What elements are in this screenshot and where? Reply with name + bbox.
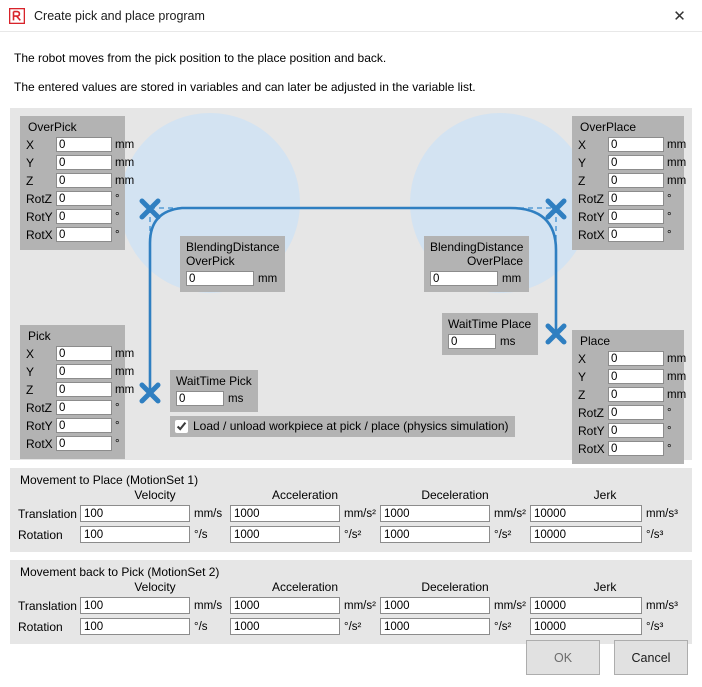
motionset-1-rotation-velocity-input[interactable] bbox=[80, 526, 190, 543]
overpick-row-roty bbox=[26, 208, 119, 225]
place-row-z bbox=[578, 386, 687, 403]
cancel-button[interactable]: Cancel bbox=[614, 640, 688, 675]
waittime-pick bbox=[170, 370, 258, 412]
place-rotz-label: RotZ bbox=[578, 405, 605, 420]
group-place-title: Place bbox=[580, 334, 611, 348]
pick-row-y bbox=[26, 363, 135, 380]
pick-row-x bbox=[26, 345, 135, 362]
pick-roty-label: RotY bbox=[26, 418, 53, 433]
overpick-rotx-label: RotX bbox=[26, 227, 53, 242]
overpick-z-label: Z bbox=[26, 173, 34, 188]
place-row-y bbox=[578, 368, 687, 385]
motionset-2-translation-velocity bbox=[80, 597, 230, 614]
overpick-rotz-input[interactable] bbox=[56, 191, 112, 206]
motionset-1-translation-velocity-unit: mm/s bbox=[194, 507, 223, 520]
blending-overpick-input[interactable] bbox=[186, 271, 254, 286]
motionset-2-translation-deceleration-input[interactable] bbox=[380, 597, 490, 614]
place-y-label: Y bbox=[578, 369, 587, 384]
motionset-1-translation-deceleration-input[interactable] bbox=[380, 505, 490, 522]
overplace-x-input[interactable] bbox=[608, 137, 664, 152]
group-pick bbox=[20, 325, 135, 459]
motionset-1-translation-acceleration-input[interactable] bbox=[230, 505, 340, 522]
waittime-place-title: WaitTime Place bbox=[448, 317, 532, 331]
motionset-2-translation-jerk-input[interactable] bbox=[530, 597, 642, 614]
overplace-rotx-unit: ° bbox=[667, 228, 672, 241]
place-row-rotx bbox=[578, 440, 678, 457]
place-x-unit: mm bbox=[667, 352, 687, 365]
pick-rotx-label: RotX bbox=[26, 436, 53, 451]
motionset-2-header-spacer bbox=[18, 580, 80, 594]
motionset-1-translation-row bbox=[18, 504, 684, 523]
motionset-1-rotation-jerk-unit: °/s³ bbox=[646, 528, 664, 541]
place-x-input[interactable] bbox=[608, 351, 664, 366]
motionset-1-rotation-acceleration-input[interactable] bbox=[230, 526, 340, 543]
overplace-x-label: X bbox=[578, 137, 587, 152]
overplace-z-label: Z bbox=[578, 173, 586, 188]
motionset-2-rotation-acceleration bbox=[230, 618, 380, 635]
motionset-1-rotation-velocity-unit: °/s bbox=[194, 528, 208, 541]
overpick-y-input[interactable] bbox=[56, 155, 112, 170]
app-logo-icon bbox=[9, 8, 25, 24]
motionset-1-translation-velocity-input[interactable] bbox=[80, 505, 190, 522]
overplace-rotz-unit: ° bbox=[667, 192, 672, 205]
overpick-row-x bbox=[26, 136, 135, 153]
overpick-roty-label: RotY bbox=[26, 209, 53, 224]
blending-overplace-input[interactable] bbox=[430, 271, 498, 286]
overpick-z-unit: mm bbox=[115, 174, 135, 187]
pick-y-label: Y bbox=[26, 364, 35, 379]
overplace-row-rotx bbox=[578, 226, 678, 243]
place-rotz-unit: ° bbox=[667, 406, 672, 419]
motionset-1-rotation-jerk-input[interactable] bbox=[530, 526, 642, 543]
waittime-place-input[interactable] bbox=[448, 334, 496, 349]
motionset-2-translation-acceleration-unit: mm/s² bbox=[344, 599, 376, 612]
overplace-z-unit: mm bbox=[667, 174, 687, 187]
motionset-1-translation-jerk-unit: mm/s³ bbox=[646, 507, 678, 520]
motionset-1-translation-acceleration bbox=[230, 505, 380, 522]
overpick-roty-unit: ° bbox=[115, 210, 120, 223]
window-titlebar bbox=[0, 0, 702, 32]
motionset-1-rotation-velocity bbox=[80, 526, 230, 543]
overpick-roty-input[interactable] bbox=[56, 209, 112, 224]
place-y-input[interactable] bbox=[608, 369, 664, 384]
group-pick-title: Pick bbox=[28, 329, 51, 343]
overpick-row-y bbox=[26, 154, 135, 171]
overpick-rotz-label: RotZ bbox=[26, 191, 53, 206]
overplace-roty-input[interactable] bbox=[608, 209, 664, 224]
pick-rotx-input[interactable] bbox=[56, 436, 112, 451]
pick-row-z bbox=[26, 381, 135, 398]
motionset-2-translation-jerk bbox=[530, 597, 680, 614]
motionset-2-translation-velocity-unit: mm/s bbox=[194, 599, 223, 612]
dialog-buttons bbox=[526, 640, 688, 675]
pick-roty-input[interactable] bbox=[56, 418, 112, 433]
motionset-2-rotation-deceleration bbox=[380, 618, 530, 635]
overplace-rotz-input[interactable] bbox=[608, 191, 664, 206]
overplace-y-unit: mm bbox=[667, 156, 687, 169]
motionset-1-rotation-acceleration-unit: °/s² bbox=[344, 528, 362, 541]
overplace-row-x bbox=[578, 136, 687, 153]
overplace-z-input[interactable] bbox=[608, 173, 664, 188]
motionset-2-rotation-velocity-input[interactable] bbox=[80, 618, 190, 635]
group-overplace-title: OverPlace bbox=[580, 120, 637, 134]
load-unload-label[interactable]: Load / unload workpiece at pick / place (physics simulation) bbox=[193, 419, 509, 433]
overpick-x-input[interactable] bbox=[56, 137, 112, 152]
pick-x-input[interactable] bbox=[56, 346, 112, 361]
overpick-y-label: Y bbox=[26, 155, 35, 170]
motionset-1-translation-jerk bbox=[530, 505, 680, 522]
motionset-1-rotation-deceleration bbox=[380, 526, 530, 543]
motionset-2-rotation-label: Rotation bbox=[18, 619, 63, 634]
blending-overplace-unit: mm bbox=[502, 272, 522, 285]
overpick-x-label: X bbox=[26, 137, 35, 152]
overplace-roty-unit: ° bbox=[667, 210, 672, 223]
pick-rotx-unit: ° bbox=[115, 437, 120, 450]
overplace-rotx-label: RotX bbox=[578, 227, 605, 242]
place-roty-input[interactable] bbox=[608, 423, 664, 438]
motionset-1-translation-label: Translation bbox=[18, 506, 77, 521]
overpick-row-rotx bbox=[26, 226, 119, 243]
blending-overpick-title-1: BlendingDistance bbox=[186, 240, 280, 254]
overpick-row-z bbox=[26, 172, 135, 189]
motionset-2-rotation-acceleration-input[interactable] bbox=[230, 618, 340, 635]
overplace-row-z bbox=[578, 172, 687, 189]
overplace-row-y bbox=[578, 154, 687, 171]
motionset-1-title: Movement to Place (MotionSet 1) bbox=[20, 473, 199, 487]
motionset-1-translation-acceleration-unit: mm/s² bbox=[344, 507, 376, 520]
window-title: Create pick and place program bbox=[34, 8, 205, 23]
motionset-1-translation-jerk-input[interactable] bbox=[530, 505, 642, 522]
overpick-y-unit: mm bbox=[115, 156, 135, 169]
pick-rotz-label: RotZ bbox=[26, 400, 53, 415]
motionset-2-header-velocity: Velocity bbox=[134, 580, 176, 594]
waittime-place-unit: ms bbox=[500, 335, 516, 348]
motionset-1-header-jerk: Jerk bbox=[593, 488, 617, 502]
motionset-1-translation-velocity bbox=[80, 505, 230, 522]
place-roty-unit: ° bbox=[667, 424, 672, 437]
motionset-2-translation-row bbox=[18, 596, 684, 615]
motionset-1-header-velocity: Velocity bbox=[134, 488, 176, 502]
pick-roty-unit: ° bbox=[115, 419, 120, 432]
motionset-2-rotation-velocity bbox=[80, 618, 230, 635]
motionset-2-rotation-acceleration-unit: °/s² bbox=[344, 620, 362, 633]
place-row-rotz bbox=[578, 404, 678, 421]
motionset-1-rotation-label: Rotation bbox=[18, 527, 63, 542]
motionset-2-rotation-deceleration-input[interactable] bbox=[380, 618, 490, 635]
motionset-2-header-acceleration: Acceleration bbox=[271, 580, 339, 594]
place-rotz-input[interactable] bbox=[608, 405, 664, 420]
motionset-1-rotation-deceleration-unit: °/s² bbox=[494, 528, 512, 541]
overplace-y-label: Y bbox=[578, 155, 587, 170]
motionset-1-translation-deceleration bbox=[380, 505, 530, 522]
pick-z-input[interactable] bbox=[56, 382, 112, 397]
motionset-2-rotation-jerk bbox=[530, 618, 680, 635]
pick-x-unit: mm bbox=[115, 347, 135, 360]
overplace-roty-label: RotY bbox=[578, 209, 605, 224]
pick-y-input[interactable] bbox=[56, 364, 112, 379]
motionset-1-panel bbox=[10, 468, 692, 552]
place-z-label: Z bbox=[578, 387, 586, 402]
overpick-z-input[interactable] bbox=[56, 173, 112, 188]
blending-overpick-unit: mm bbox=[258, 272, 278, 285]
overplace-row-roty bbox=[578, 208, 678, 225]
pick-rotz-input[interactable] bbox=[56, 400, 112, 415]
motionset-1-rotation-jerk bbox=[530, 526, 680, 543]
waittime-place bbox=[442, 313, 538, 355]
group-overplace bbox=[572, 116, 687, 250]
motionset-2-translation-deceleration-unit: mm/s² bbox=[494, 599, 526, 612]
pick-x-label: X bbox=[26, 346, 35, 361]
place-x-label: X bbox=[578, 351, 587, 366]
intro-line-1: The robot moves from the pick position to the place position and back. bbox=[14, 51, 387, 65]
overplace-row-rotz bbox=[578, 190, 678, 207]
pick-place-diagram bbox=[10, 108, 692, 460]
waittime-pick-unit: ms bbox=[228, 392, 244, 405]
group-overpick-title: OverPick bbox=[28, 120, 77, 134]
place-row-roty bbox=[578, 422, 678, 439]
motionset-2-rotation-deceleration-unit: °/s² bbox=[494, 620, 512, 633]
motionset-1-headers bbox=[18, 488, 684, 502]
motionset-2-headers bbox=[18, 580, 684, 594]
motionset-2-rotation-jerk-input[interactable] bbox=[530, 618, 642, 635]
motionset-2-translation-acceleration-input[interactable] bbox=[230, 597, 340, 614]
overpick-rotx-input[interactable] bbox=[56, 227, 112, 242]
place-rotx-unit: ° bbox=[667, 442, 672, 455]
intro-text bbox=[0, 51, 702, 94]
blending-distance-overplace bbox=[424, 236, 529, 292]
waittime-pick-input[interactable] bbox=[176, 391, 224, 406]
motionset-1-header-spacer bbox=[18, 488, 80, 502]
place-roty-label: RotY bbox=[578, 423, 605, 438]
motionset-2-rotation-velocity-unit: °/s bbox=[194, 620, 208, 633]
motionset-2-header-jerk: Jerk bbox=[593, 580, 617, 594]
motionset-2-panel bbox=[10, 560, 692, 644]
motionset-1-header-deceleration: Deceleration bbox=[421, 488, 489, 502]
pick-rotz-unit: ° bbox=[115, 401, 120, 414]
motionset-2-rotation-jerk-unit: °/s³ bbox=[646, 620, 664, 633]
group-place bbox=[572, 330, 687, 464]
ok-button[interactable]: OK bbox=[526, 640, 600, 675]
motionset-2-translation-acceleration bbox=[230, 597, 380, 614]
overpick-rotz-unit: ° bbox=[115, 192, 120, 205]
blending-distance-overpick bbox=[180, 236, 285, 292]
place-z-input[interactable] bbox=[608, 387, 664, 402]
pick-row-roty bbox=[26, 417, 119, 434]
motionset-2-header-deceleration: Deceleration bbox=[421, 580, 489, 594]
motionset-2-translation-jerk-unit: mm/s³ bbox=[646, 599, 678, 612]
place-rotx-input[interactable] bbox=[608, 441, 664, 456]
blending-overplace-title-2: OverPlace bbox=[466, 254, 523, 268]
motionset-1-rotation-acceleration bbox=[230, 526, 380, 543]
load-unload-checkbox[interactable] bbox=[175, 420, 188, 433]
overplace-rotx-input[interactable] bbox=[608, 227, 664, 242]
motionset-2-translation-velocity-input[interactable] bbox=[80, 597, 190, 614]
overpick-x-unit: mm bbox=[115, 138, 135, 151]
motionset-1-rotation-deceleration-input[interactable] bbox=[380, 526, 490, 543]
place-row-x bbox=[578, 350, 687, 367]
load-unload-row[interactable] bbox=[170, 416, 515, 437]
overplace-rotz-label: RotZ bbox=[578, 191, 605, 206]
motionset-2-title: Movement back to Pick (MotionSet 2) bbox=[20, 565, 220, 579]
motionset-1-rotation-row bbox=[18, 525, 684, 544]
blending-overpick-title-2: OverPick bbox=[186, 254, 235, 268]
place-y-unit: mm bbox=[667, 370, 687, 383]
overplace-x-unit: mm bbox=[667, 138, 687, 151]
motionset-1-header-acceleration: Acceleration bbox=[271, 488, 339, 502]
group-overpick bbox=[20, 116, 135, 250]
pick-z-label: Z bbox=[26, 382, 34, 397]
motionset-2-translation-label: Translation bbox=[18, 598, 77, 613]
intro-line-2: The entered values are stored in variables and can later be adjusted in the variable list. bbox=[14, 80, 476, 94]
place-z-unit: mm bbox=[667, 388, 687, 401]
blending-overplace-title-1: BlendingDistance bbox=[430, 240, 524, 254]
place-rotx-label: RotX bbox=[578, 441, 605, 456]
pick-z-unit: mm bbox=[115, 383, 135, 396]
pick-row-rotz bbox=[26, 399, 119, 416]
motionset-1-translation-deceleration-unit: mm/s² bbox=[494, 507, 526, 520]
pick-y-unit: mm bbox=[115, 365, 135, 378]
overpick-row-rotz bbox=[26, 190, 119, 207]
motionset-2-translation-deceleration bbox=[380, 597, 530, 614]
overplace-y-input[interactable] bbox=[608, 155, 664, 170]
waittime-pick-title: WaitTime Pick bbox=[176, 374, 252, 388]
overpick-rotx-unit: ° bbox=[115, 228, 120, 241]
close-icon[interactable]: ✕ bbox=[673, 7, 686, 25]
pick-row-rotx bbox=[26, 435, 119, 452]
motionset-2-rotation-row bbox=[18, 617, 684, 636]
